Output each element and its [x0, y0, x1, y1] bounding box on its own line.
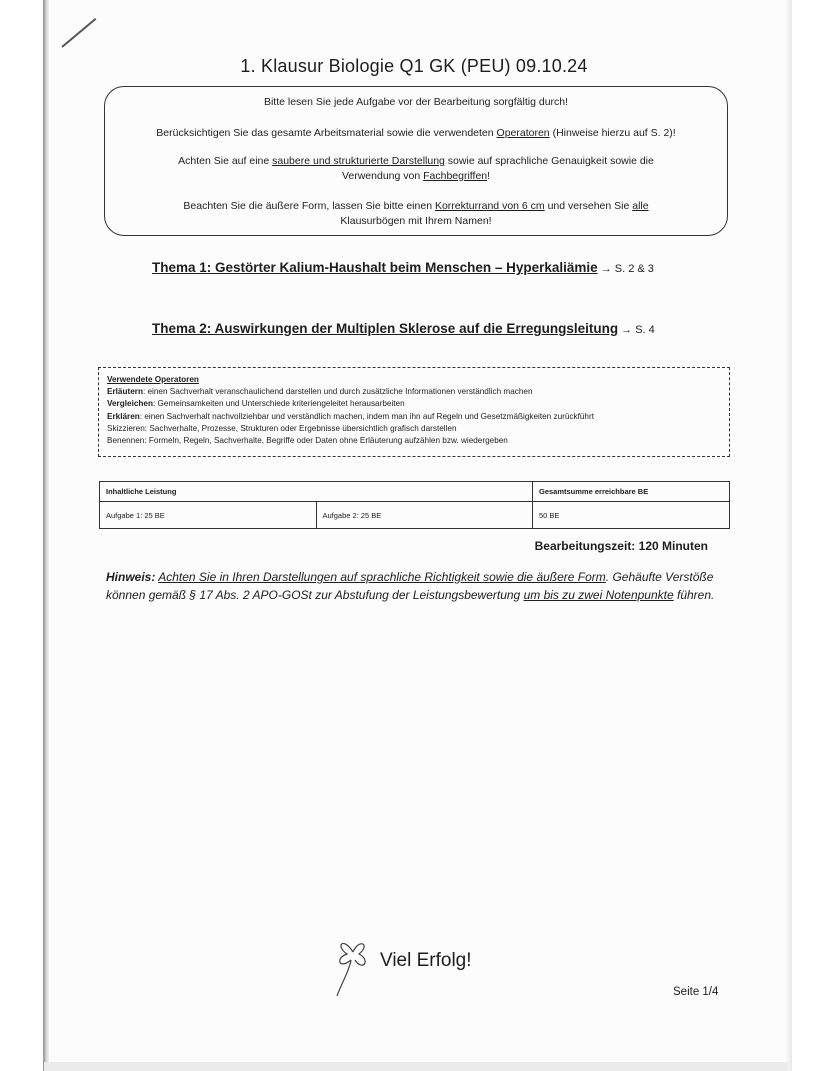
note-paragraph: Hinweis: Achten Sie in Ihren Darstellungen auf sprachliche Richtigkeit sowie die äußere Form. Gehäufte Verstöße können gemäß § 17 Abs. 2 APO-GOSt zur Abstufung der Leistungsbewertung um bis zu zwei Notenpunkte führen. [106, 570, 715, 602]
exam-title: 1. Klausur Biologie Q1 GK (PEU) 09.10.24 [240, 56, 588, 76]
operator-item: Erklären: einen Sachverhalt nachvollziehbar und verständlich machen, indem man ihn auf Regeln und Gesetzmäßigkeiten zurückführt [107, 411, 594, 421]
table-header-cell: Gesamtsumme erreichbare BE [533, 482, 730, 502]
page-number: Seite 1/4 [673, 986, 719, 998]
instruction-line: Bitte lesen Sie jede Aufgabe vor der Bearbeitung sorgfältig durch! [263, 96, 569, 108]
topic-2: Thema 2: Auswirkungen der Multiplen Sklerose auf die Erregungsleitung → S. 4 [152, 321, 655, 336]
scan-edge [0, 0, 44, 1071]
topic-1: Thema 1: Gestörter Kalium-Haushalt beim Menschen – Hyperkaliämie → S. 2 & 3 [152, 260, 654, 275]
operator-item: Vergleichen: Gemeinsamkeiten und Unterschiede kriteriengeleitet herausarbeiten [107, 399, 405, 409]
instruction-line: Verwendung von Fachbegriffen! [341, 170, 491, 182]
scan-edge-bottom [44, 1062, 788, 1071]
instruction-line: Beachten Sie die äußere Form, lassen Sie bitte einen Korrekturrand von 6 cm und versehen Sie alle [183, 200, 649, 212]
operators-heading: Verwendete Operatoren [107, 375, 199, 384]
operator-item: Erläutern: einen Sachverhalt veranschaulichend darstellen und durch zusätzliche Informationen verständlich machen [107, 387, 533, 397]
instruction-line: Berücksichtigen Sie das gesamte Arbeitsmaterial sowie die verwendeten Operatoren (Hinweise hierzu auf S. 2)! [156, 127, 676, 139]
table-header-row [100, 482, 730, 502]
table-cell: Aufgabe 2: 25 BE [316, 502, 533, 529]
clover-icon [333, 932, 373, 1002]
working-time: Bearbeitungszeit: 120 Minuten [534, 539, 708, 553]
instructions-box [104, 86, 728, 236]
instruction-line: Klausurbögen mit Ihrem Namen! [340, 215, 492, 227]
closing-text: Viel Erfolg! [380, 950, 472, 971]
operator-item: Skizzieren: Sachverhalte, Prozesse, Strukturen oder Ergebnisse übersichtlich grafisch darstellen [107, 423, 457, 433]
table-header-cell: Inhaltliche Leistung [100, 482, 533, 502]
points-table [99, 481, 730, 529]
table-cell: Aufgabe 1: 25 BE [100, 502, 317, 529]
table-cell: 50 BE [533, 502, 730, 529]
scan-edge-right [786, 0, 792, 1071]
instruction-line: Achten Sie auf eine saubere und strukturierte Darstellung sowie auf sprachliche Genauigkeit sowie die [178, 155, 654, 167]
operators-box [98, 367, 730, 457]
table-row [100, 502, 730, 529]
operator-item: Benennen: Formeln, Regeln, Sachverhalte, Begriffe oder Daten ohne Erläuterung aufzählen bzw. wiedergeben [107, 436, 508, 446]
